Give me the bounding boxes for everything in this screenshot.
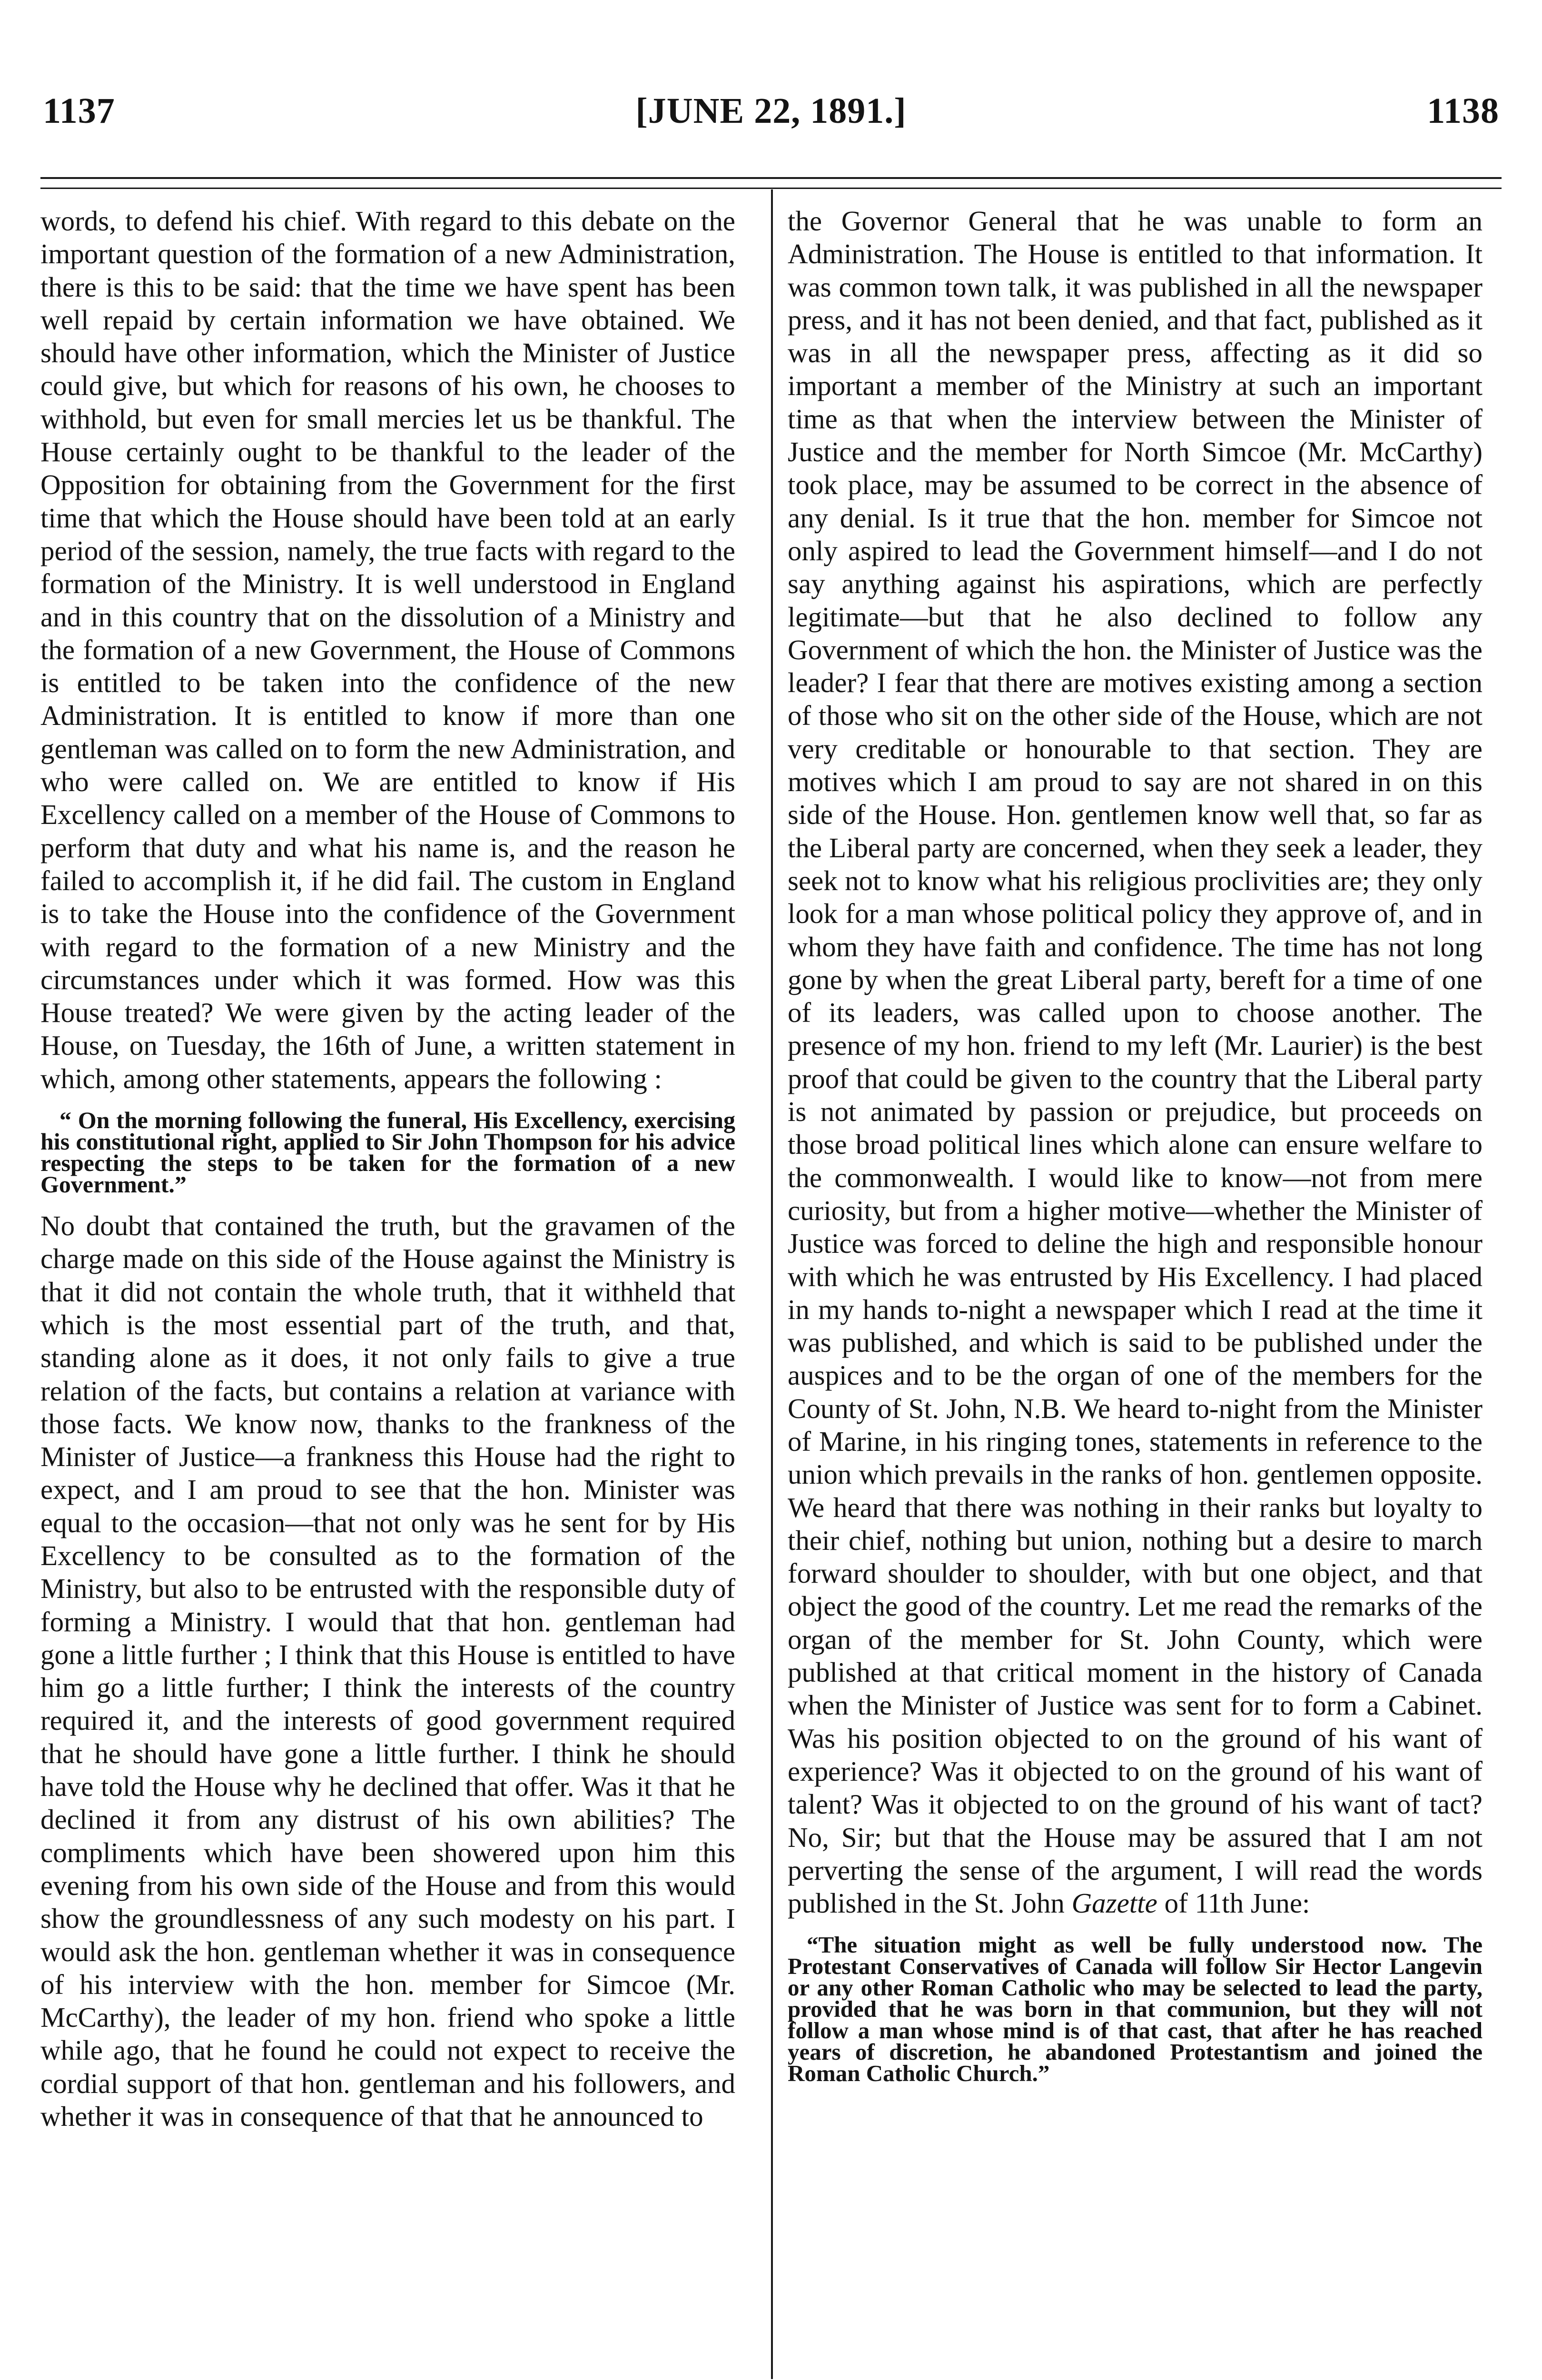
left-column — [40, 205, 735, 2133]
page-number-left: 1137 — [43, 91, 115, 131]
left-quotation: “ On the morning following the funeral, His Excellency, exercising his constitutional right, applied to Sir John Thompson for his advice respecting the steps to be taken for the formation of a new Government.” — [40, 1107, 735, 1198]
right-paragraph-1-text: the Governor General that he was unable to form an Administration. The House is entitled to that information. It was common town talk, it was published in all the newspaper press, and it has not been denied, and that fact, published as it was in all the newspaper press, affecting as it did so important a member of the Ministry at such an important time as that when the interview between the Minister of Justice and the member for North Simcoe (Mr. McCarthy) took place, may be assumed to be correct in the absence of any denial. Is it true that the hon. member for Simcoe not only aspired to lead the Government himself—and I do not say anything against his aspirations, which are perfectly legitimate—but that he also declined to follow any Government of which the hon. the Minister of Justice was the leader? I fear that there are motives existing among a section of those who sit on the other side of the House, which are not very creditable or honourable to that section. They are motives which I am proud to say are not shared in on this side of the House. Hon. gentlemen know well that, so far as the Liberal party are concerned, when they seek a leader, they seek not to know what his religious proclivities are; they only look for a man whose political policy they approve of, and in whom they have faith and confidence. The time has not long gone by when the great Liberal party, bereft for a time of one of its leaders, was called upon to choose another. The presence of my hon. friend to my left (Mr. Laurier) is the best proof that could be given to the country that the Liberal party is not animated by passion or prejudice, but proceeds on those broad political lines which alone can ensure welfare to the commonwealth. I would like to know—not from mere curiosity, but from a higher motive—whether the Minister of Justice was forced to deline the high and responsible honour with which he was entrusted by His Excellency. I had placed in my hands to-night a newspaper which I read at the time it was published, and which is said to be published under the auspices and to be the organ of one of the members for the County of St. John, N.B. We heard to-night from the Minister of Marine, in his ringing tones, statements in reference to the union which prevails in the ranks of hon. gentlemen opposite. We heard that there was nothing in their ranks but loyalty to their chief, nothing but union, nothing but a desire to march forward shoulder to shoulder, with but one object, and that object the good of the country. Let me read the remarks of the organ of the member for St. John County, which were published at that critical moment in the history of Canada when the Minister of Justice was sent for to form a Cabinet. Was his position objected to on the ground of his want of experience? Was it objected to on the ground of his want of talent? Was it objected to on the ground of his want of tact? No, Sir; but that the House may be assured that I am not perverting the sense of the argument, I will read the words published in the St. John — [788, 205, 1483, 1919]
right-paragraph-1-end: of 11th June: — [1164, 1887, 1310, 1919]
gazette-title: Gazette — [1071, 1887, 1157, 1919]
header-rule-top — [40, 177, 1502, 179]
column-divider — [771, 189, 773, 2379]
page-header — [43, 90, 1499, 143]
issue-date: [JUNE 22, 1891.] — [635, 91, 907, 131]
right-paragraph-1 — [788, 205, 1483, 1920]
right-quotation: “The situation might as well be fully understood now. The Protestant Conservatives of Canada will follow Sir Hector Langevin or any other Roman Catholic who may be selected to lead the party, provided that he was born in that communion, but they will not follow a man whose mind is of that cast, that after he has reached years of discretion, he abandoned Protestantism and joined the Roman Catholic Church.” — [788, 1932, 1483, 2087]
left-paragraph-1: words, to defend his chief. With regard to this debate on the important question of the formation of a new Administration, there is this to be said: that the time we have spent has been well repaid by certain information we have obtained. We should have other information, which the Minister of Justice could give, but which for reasons of his own, he chooses to withhold, but even for small mercies let us be thankful. The House certainly ought to be thankful to the leader of the Opposition for obtaining from the Government for the first time that which the House should have been told at an early period of the session, namely, the true facts with regard to the formation of the Ministry. It is well understood in England and in this country that on the dissolution of a Ministry and the formation of a new Government, the House of Commons is entitled to be taken into the confidence of the new Administration. It is entitled to know if more than one gentleman was called on to form the new Administration, and who were called on. We are entitled to know if His Excellency called on a member of the House of Commons to perform that duty and what his name is, and the reason he failed to accomplish it, if he did fail. The custom in England is to take the House into the confidence of the Government with regard to the formation of a new Ministry and the circumstances under which it was formed. How was this House treated? We were given by the acting leader of the House, on Tuesday, the 16th of June, a written statement in which, among other statements, appears the following : — [40, 205, 735, 1094]
page-number-right: 1138 — [1427, 91, 1499, 131]
right-column — [788, 205, 1483, 2098]
header-rule-bottom — [40, 188, 1502, 189]
left-paragraph-2: No doubt that contained the truth, but the gravamen of the charge made on this side of the House against the Ministry is that it did not contain the whole truth, that it withheld that which is the most essential part of the truth, and that, standing alone as it does, it not only fails to give a true relation of the facts, but contains a relation at variance with those facts. We know now, thanks to the frankness of the Minister of Justice—a frankness this House had the right to expect, and I am proud to see that the hon. Minister was equal to the occasion—that not only was he sent for by His Excellency to be consulted as to the formation of the Ministry, but also to be entrusted with the responsible duty of forming a Ministry. I would that that hon. gentleman had gone a little further ; I think that this House is entitled to have him go a little further; I think the interests of the country required it, and the interests of good government required that he should have gone a little further. I think he should have told the House why he declined that offer. Was it that he declined it from any distrust of his own abilities? The compliments which have been showered upon him this evening from his own side of the House and from this would show the groundlessness of any such modesty on his part. I would ask the hon. gentleman whether it was in consequence of his interview with the hon. member for Simcoe (Mr. McCarthy), the leader of my hon. friend who spoke a little while ago, that he found he could not expect to receive the cordial support of that hon. gentleman and his followers, and whether it was in consequence of that that he announced to — [40, 1210, 735, 2132]
